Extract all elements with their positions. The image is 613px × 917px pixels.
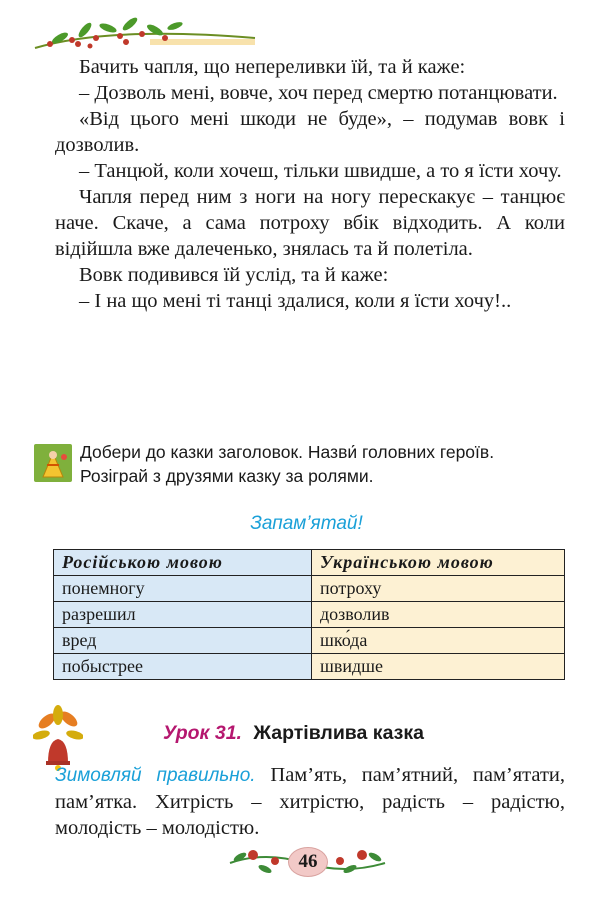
header-ukrainian: Українською мовою [312, 550, 565, 576]
story-line: Чапля перед ним з ноги на ногу перескакує – танцює наче. Скаче, а сама потроху вбік відходить. А коли відійшла вже далеченько, знялась та й полетіла. [55, 186, 565, 260]
cell-russian: побыстрее [54, 654, 312, 680]
lesson-heading [163, 722, 424, 745]
story-line: – І на що мені ті танці здалися, коли я їсти хочу!.. [79, 290, 512, 312]
cell-ukrainian: швидше [312, 654, 565, 680]
story-line: «Від цього мені шкоди не буде», – подумав вовк і дозволив. [55, 108, 565, 156]
story-text [55, 54, 565, 314]
table-row [54, 654, 565, 680]
cell-ukrainian: шко́да [312, 628, 565, 654]
cell-russian: понемногу [54, 576, 312, 602]
task-line-2: Розіграй з друзями казку за ролями. [80, 466, 374, 486]
cell-russian: разрешил [54, 602, 312, 628]
pronounce-lead: Зимовляй правильно. [55, 765, 256, 786]
story-line: Вовк подивився їй услід, та й каже: [79, 264, 389, 286]
vocabulary-table [53, 549, 565, 680]
story-line: – Дозволь мені, вовче, хоч перед смертю потанцювати. [79, 82, 558, 104]
task-line-1: Добери до казки заголовок. Назви́ головних героїв. [80, 442, 495, 462]
cell-russian: вред [54, 628, 312, 654]
story-line: – Танцюй, коли хочеш, тільки швидше, а то я їсти хочу. [79, 160, 562, 182]
task-text [80, 440, 570, 488]
cell-ukrainian: потроху [312, 576, 565, 602]
page-number: 46 [288, 847, 328, 877]
table-row [54, 602, 565, 628]
lesson-number: Урок 31. [163, 722, 242, 744]
pronounce-text: Пам’ять, пам’ятний, пам’ятати, пам’ятка. Хитрість – хитрістю, радість – радістю, молодість – молодістю. [55, 764, 566, 839]
table-row [54, 628, 565, 654]
table-header-row [54, 550, 565, 576]
pronounce-paragraph [55, 762, 565, 841]
header-russian: Російською мовою [54, 550, 312, 576]
story-line: Бачить чапля, що непереливки їй, та й каже: [79, 56, 466, 78]
lesson-title: Жартівлива казка [253, 722, 424, 744]
table-row [54, 576, 565, 602]
berry-branch-icon [30, 8, 260, 56]
remember-title: Запам’ятай! [250, 513, 363, 534]
cell-ukrainian: дозволив [312, 602, 565, 628]
girl-bell-icon [33, 443, 73, 483]
